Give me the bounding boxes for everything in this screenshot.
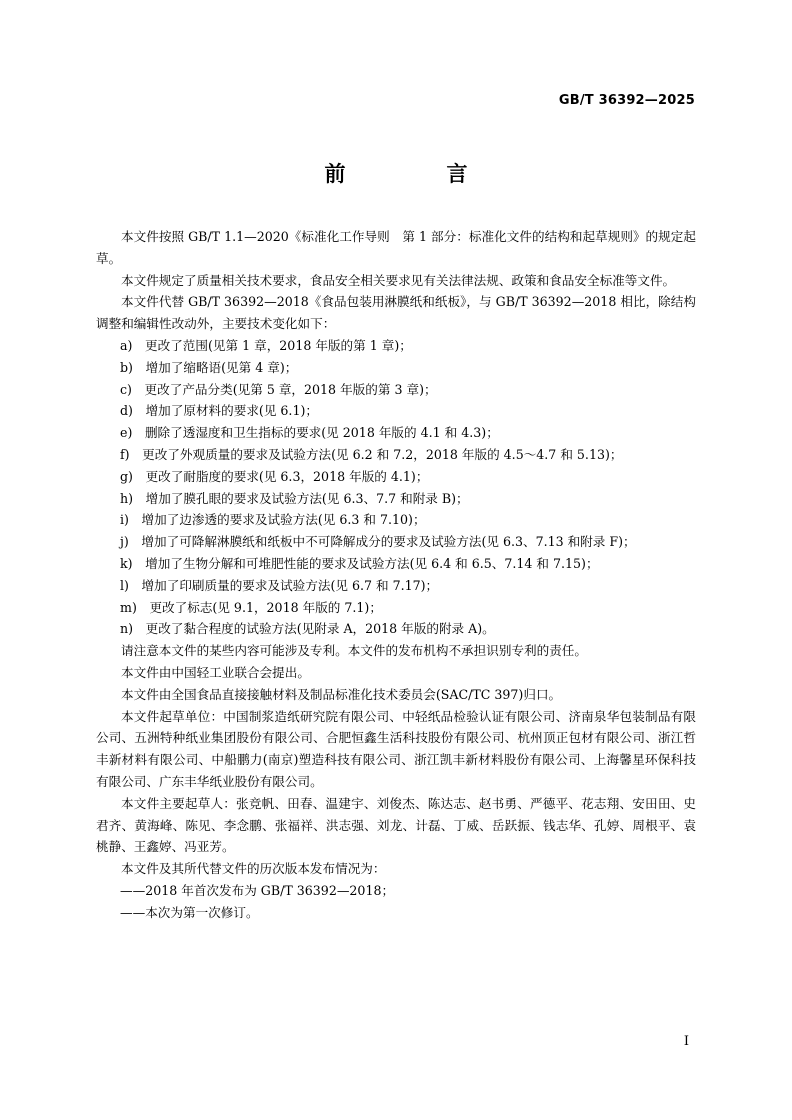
change-item: f) 更改了外观质量的要求及试验方法(见 6.2 和 7.2，2018 年版的 4.5～4.7 和 5.13)； [120, 446, 623, 462]
change-item: a) 更改了范围(见第 1 章，2018 年版的第 1 章)； [120, 337, 412, 353]
proposer-paragraph: 本文件由中国轻工业联合会提出。 [121, 664, 310, 680]
change-item: b) 增加了缩略语(见第 4 章)； [120, 359, 298, 375]
change-item: i) 增加了边渗透的要求及试验方法(见 6.3 和 7.10)； [120, 512, 426, 528]
change-item: e) 删除了透湿度和卫生指标的要求(见 2018 年版的 4.1 和 4.3)； [120, 425, 499, 441]
patent-notice: 请注意本文件的某些内容可能涉及专利。本文件的发布机构不承担识别专利的责任。 [121, 643, 587, 659]
history-intro: 本文件及其所代替文件的历次版本发布情况为： [121, 861, 386, 877]
change-item: j) 增加了可降解淋膜纸和纸板中不可降解成分的要求及试验方法(见 6.3、7.13 和附录 F)； [120, 534, 636, 550]
change-item: k) 增加了生物分解和可堆肥性能的要求及试验方法(见 6.4 和 6.5、7.14 和 7.15)； [120, 555, 599, 571]
change-item: h) 增加了膜孔眼的要求及试验方法(见 6.3、7.7 和附录 B)； [120, 490, 469, 506]
change-item: g) 更改了耐脂度的要求(见 6.3，2018 年版的 4.1)； [120, 468, 429, 484]
change-item: l) 增加了印刷质量的要求及试验方法(见 6.7 和 7.17)； [120, 577, 439, 593]
intro-paragraph: 本文件按照 GB/T 1.1—2020《标准化工作导则 第 1 部分：标准化文件的结构和起草规则》的规定起草。 [96, 229, 696, 266]
drafters-paragraph: 本文件主要起草人：张竞帆、田春、温建宇、刘俊杰、陈达志、赵书勇、严德平、花志翔、安田田、史君齐、黄海峰、陈见、李念鹏、张福祥、洪志强、刘龙、计磊、丁威、岳跃振、钱志华、孔婷、周根平、袁桃静、王鑫婷、冯亚芳。 [96, 795, 696, 855]
change-item: n) 更改了黏合程度的试验方法(见附录 A，2018 年版的附录 A)。 [120, 621, 495, 637]
intro-paragraph: 本文件规定了质量相关技术要求，食品安全相关要求见有关法律法规、政策和食品安全标准等文件。 [121, 272, 676, 288]
intro-paragraph: 本文件代替 GB/T 36392—2018《食品包装用淋膜纸和纸板》，与 GB/T 36392—2018 相比，除结构调整和编辑性改动外，主要技术变化如下： [96, 294, 696, 332]
page-number: I [683, 1034, 689, 1049]
drafting-units-paragraph: 本文件起草单位：中国制浆造纸研究院有限公司、中轻纸品检验认证有限公司、济南泉华包装制品有限公司、五洲特种纸业集团股份有限公司、合肥恒鑫生活科技股份有限公司、杭州顶正包材有限公司、浙江哲丰新材料有限公司、中船鹏力(南京)塑造科技有限公司、浙江凯丰新材料股份有限公司、上海馨星环保科技有限公司、广东丰华纸业股份有限公司。 [96, 708, 696, 789]
history-item: ——2018 年首次发布为 GB/T 36392—2018； [120, 882, 395, 898]
change-item: m) 更改了标志(见 9.1，2018 年版的 7.1)； [120, 599, 382, 615]
committee-paragraph: 本文件由全国食品直接接触材料及制品标准化技术委员会(SAC/TC 397)归口。 [121, 686, 562, 702]
history-item: ——本次为第一次修订。 [120, 904, 259, 920]
document-body [96, 226, 696, 924]
change-item: d) 增加了原材料的要求(见 6.1)； [120, 403, 318, 419]
page-title: 前 言 [324, 162, 508, 186]
standard-code: GB/T 36392—2025 [558, 93, 695, 108]
change-item: c) 更改了产品分类(见第 5 章，2018 年版的第 3 章)； [120, 381, 437, 397]
